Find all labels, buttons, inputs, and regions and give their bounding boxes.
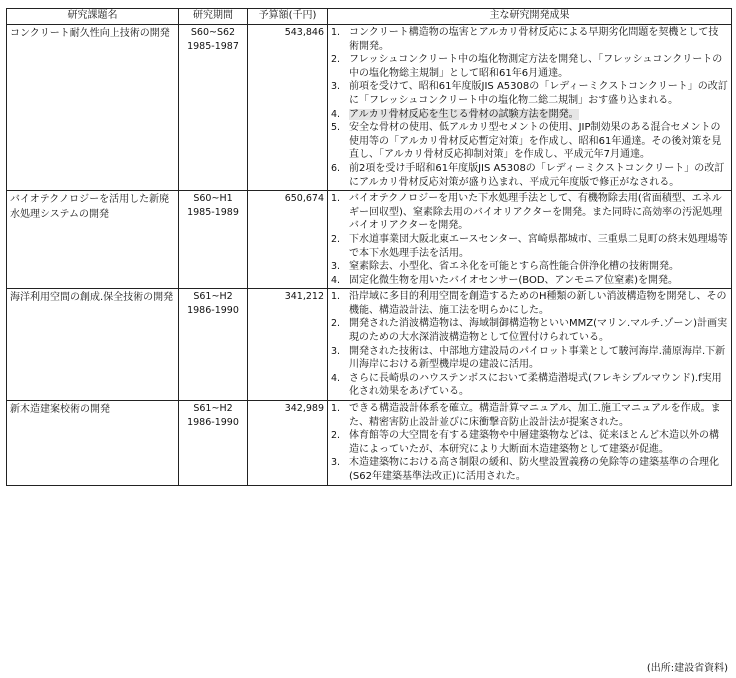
header-name: 研究課題名 xyxy=(7,9,179,25)
period-years: 1985-1989 xyxy=(187,207,239,219)
list-item: 3. 木造建築物における高さ制限の緩和、防火壁設置義務の免除等の建築基準の合理化(S62年建築基準法改正)に活用された。 xyxy=(331,457,719,482)
list-item: 1. できる構造設計体系を確立。構造計算マニュアル、加工.施工マニュアルを作成。また、精密害防止設計並びに床衝撃音防止設計法が提案された。 xyxy=(331,403,721,428)
research-name: バイオテクノロジーを活用した新廃水処理システムの開発 xyxy=(7,191,179,289)
list-item: 1. バイオテクノロジーを用いた下水処理手法として、有機物除去用(省面積型、エネルギー回収型)、窒素除去用のバイオリアクターを開発。また同時に高効率の汚泥処理バイオリアクターを開発。 xyxy=(331,193,723,232)
list-item: 2. フレッシュコンクリート中の塩化物測定方法を開発し、「フレッシュコンクリートの中の塩化物総主規制」として昭和61年6月通達。 xyxy=(331,54,723,79)
results-list xyxy=(331,192,728,287)
source-note: (出所:建設省資料) xyxy=(646,663,728,674)
period-era: S61~H2 xyxy=(193,291,233,303)
results-list xyxy=(331,402,728,484)
result-text: 木造建築物における高さ制限の緩和、防火壁設置義務の免除等の建築基準の合理化(S62年建築基準法改正)に活用された。 xyxy=(349,457,719,482)
result-text: できる構造設計体系を確立。構造計算マニュアル、加工.施工マニュアルを作成。また、精密害防止設計並びに床衝撃音防止設計法が提案された。 xyxy=(349,403,721,428)
period-era: S61~H2 xyxy=(193,403,233,415)
table-row xyxy=(7,25,732,191)
results-cell xyxy=(328,191,732,289)
list-item: 6. 前2項を受け手昭和61年度版JIS A5308の「レディーミクストコンクリート」の改訂にアルカリ骨材反応対策が盛り込まれ、平成元年度版で修正がなされる。 xyxy=(331,162,725,188)
result-text: 開発された技術は、中部地方建設局のパイロット事業として駿河海岸.蒲原海岸.下新川海岸における新型機岸堤の建設に活用。 xyxy=(349,345,726,371)
budget-amount: 342,989 xyxy=(248,401,328,486)
research-period xyxy=(179,289,248,401)
header-results: 主な研究開発成果 xyxy=(328,9,732,25)
result-text: さらに長崎県のハウステンボスにおいて柔構造潜堤式(フレキシブルマウンド).f実用化され効果をあげている。 xyxy=(349,372,722,398)
research-period xyxy=(179,401,248,486)
result-text: フレッシュコンクリート中の塩化物測定方法を開発し、「フレッシュコンクリートの中の塩化物総主規制」として昭和61年6月通達。 xyxy=(349,54,723,79)
list-item: 2. 体育館等の大空間を有する建築物や中層建築物などは、従来ほとんど木造以外の構造によっていたが、本研究により大断面木造建築物として建築が促進。 xyxy=(331,430,719,455)
research-table xyxy=(6,8,732,486)
results-cell xyxy=(328,401,732,486)
period-years: 1985-1987 xyxy=(187,41,239,52)
result-text: コンクリート構造物の塩害とアルカリ骨材反応による早期劣化問題を契機として技術開発。 xyxy=(349,27,719,52)
period-years: 1986-1990 xyxy=(187,305,239,317)
table-row xyxy=(7,191,732,289)
result-text: 安全な骨材の使用、低アルカリ型セメントの使用、JIP制効果のある混合セメントの使用等の「アルカリ骨材反応暫定対策」を作成し、昭和61年通達。その後対策を見直し、「アルカリ骨材反応抑制対策」を作成し、平成元年7月通達。 xyxy=(349,122,722,161)
research-name: 新木造建案校術の開発 xyxy=(7,401,179,486)
result-text: 開発された消波構造物は、海域制御構造物といいMMZ(マリン.マルチ.ゾーン)計画実現のための大水深消波構造物として位置付けられている。 xyxy=(349,318,728,344)
period-era: S60~H1 xyxy=(193,193,233,205)
table-row xyxy=(7,401,732,486)
result-text: 前2項を受け手昭和61年度版JIS A5308の「レディーミクストコンクリート」の改訂にアルカリ骨材反応対策が盛り込まれ、平成元年度版で修正がなされる。 xyxy=(349,162,725,188)
results-cell xyxy=(328,289,732,401)
research-name: コンクリート耐久性向上技術の開発 xyxy=(7,25,179,191)
list-item: 3. 前項を受けて、昭和61年度版JIS A5308の「レディーミクストコンクリート」の改訂に「フレッシュコンクリート中の塩化物二総二規制」おす盛り込まれる。 xyxy=(331,81,728,106)
list-item: 4. 固定化微生物を用いたバイオセンサー(BOD、アンモニア位窒素)を開発。 xyxy=(331,274,679,286)
research-period xyxy=(179,191,248,289)
table-row xyxy=(7,289,732,401)
header-period: 研究期間 xyxy=(179,9,248,25)
list-item: 4. アルカリ骨材反応を生じる骨材の試験方法を開発。 xyxy=(331,108,579,120)
research-period xyxy=(179,25,248,191)
result-text: 前項を受けて、昭和61年度版JIS A5308の「レディーミクストコンクリート」の改訂に「フレッシュコンクリート中の塩化物二総二規制」おす盛り込まれる。 xyxy=(349,81,728,106)
results-list xyxy=(331,26,728,189)
result-text: バイオテクノロジーを用いた下水処理手法として、有機物除去用(省面積型、エネルギー回収型)、窒素除去用のバイオリアクターを開発。また同時に高効率の汚泥処理バイオリアクターを開発。 xyxy=(349,193,723,232)
result-text: 下水道事業団大阪北東エースセンター、宮崎県都城市、三重県二見町の終末処理場等で本下水処理手法を活用。 xyxy=(349,233,728,259)
results-cell xyxy=(328,25,732,191)
result-text: 沿岸域に多目的利用空間を創造するためのH種類の新しい消波構造物を開発し、その機能、構造設計法、施工法を明らかにした。 xyxy=(349,291,727,316)
list-item: 5. 安全な骨材の使用、低アルカリ型セメントの使用、JIP制効果のある混合セメントの使用等の「アルカリ骨材反応暫定対策」を作成し、昭和61年通達。その後対策を見直し、「アルカリ骨材反応抑制対策」を作成し、平成元年7月通達。 xyxy=(331,122,722,161)
result-text: 固定化微生物を用いたバイオセンサー(BOD、アンモニア位窒素)を開発。 xyxy=(349,274,679,286)
research-name: 海洋利用空間の創成.保全技術の開発 xyxy=(7,289,179,401)
table-header xyxy=(7,9,732,25)
budget-amount: 341,212 xyxy=(248,289,328,401)
result-text: 窒素除去、小型化、省エネ化を可能とすら高性能合併浄化槽の技術開発。 xyxy=(349,261,679,273)
period-years: 1986-1990 xyxy=(187,417,239,429)
list-item: 2. 下水道事業団大阪北東エースセンター、宮崎県都城市、三重県二見町の終末処理場等で本下水処理手法を活用。 xyxy=(331,233,728,259)
result-text: 体育館等の大空間を有する建築物や中層建築物などは、従来ほとんど木造以外の構造によっていたが、本研究により大断面木造建築物として建築が促進。 xyxy=(349,430,719,455)
list-item: 3. 開発された技術は、中部地方建設局のパイロット事業として駿河海岸.蒲原海岸.下新川海岸における新型機岸堤の建設に活用。 xyxy=(331,345,726,371)
period-era: S60~S62 xyxy=(190,27,236,38)
list-item: 2. 開発された消波構造物は、海域制御構造物といいMMZ(マリン.マルチ.ゾーン)計画実現のための大水深消波構造物として位置付けられている。 xyxy=(331,318,728,344)
list-item: 4. さらに長崎県のハウステンボスにおいて柔構造潜堤式(フレキシブルマウンド).f実用化され効果をあげている。 xyxy=(331,372,722,398)
list-item: 1. 沿岸域に多目的利用空間を創造するためのH種類の新しい消波構造物を開発し、その機能、構造設計法、施工法を明らかにした。 xyxy=(331,291,727,316)
list-item: 1. コンクリート構造物の塩害とアルカリ骨材反応による早期劣化問題を契機として技術開発。 xyxy=(331,27,719,52)
list-item: 3. 窒素除去、小型化、省エネ化を可能とすら高性能合併浄化槽の技術開発。 xyxy=(331,261,679,273)
budget-amount: 650,674 xyxy=(248,191,328,289)
results-list xyxy=(331,290,728,399)
budget-amount: 543,846 xyxy=(248,25,328,191)
header-budget: 予算額(千円) xyxy=(248,9,328,25)
result-text: アルカリ骨材反応を生じる骨材の試験方法を開発。 xyxy=(349,108,579,120)
